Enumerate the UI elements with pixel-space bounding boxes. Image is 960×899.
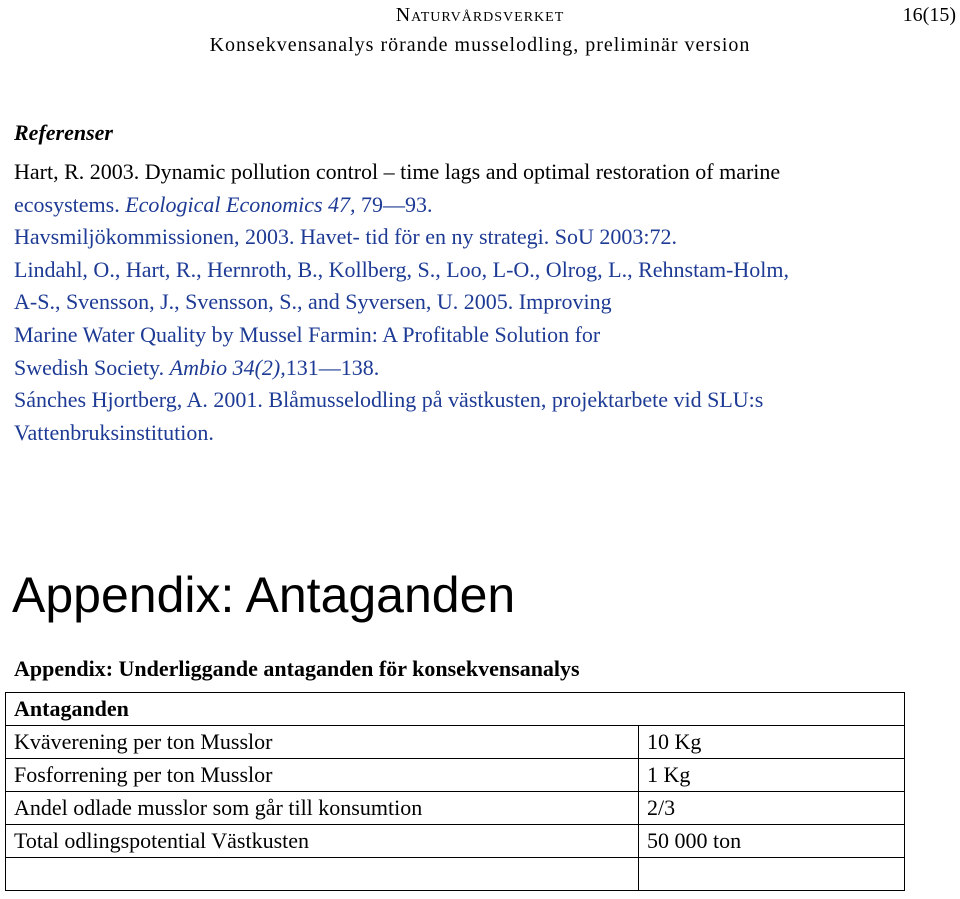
reference-line: Swedish Society. Ambio 34(2),131—138.	[14, 354, 380, 380]
assumption-label: Andel odlade musslor som går till konsumtion	[6, 792, 639, 825]
table-row	[6, 792, 905, 825]
references-heading: Referenser	[14, 120, 113, 145]
table-header-cell: Antaganden	[6, 693, 905, 726]
reference-hart	[14, 156, 944, 221]
table-header-row	[6, 693, 905, 726]
reference-line: A-S., Svensson, J., Svensson, S., and Syversen, U. 2005. Improving	[14, 289, 612, 315]
assumption-value: 1 Kg	[639, 759, 905, 792]
table-row	[6, 759, 905, 792]
table-row	[6, 825, 905, 858]
reference-line: Sánches Hjortberg, A. 2001. Blåmusselodling på västkusten, projektarbete vid SLU:s	[14, 387, 764, 413]
assumption-value	[639, 858, 905, 891]
assumptions-table	[5, 692, 905, 891]
references-list	[14, 156, 944, 449]
header-subtitle: Konsekvensanalys rörande musselodling, preliminär version	[209, 34, 751, 56]
reference-line: Hart, R. 2003. Dynamic pollution control – time lags and optimal restoration of marine	[14, 159, 781, 184]
appendix-subtitle: Appendix: Underliggande antaganden för konsekvensanalys	[14, 656, 580, 681]
table-row-empty	[6, 858, 905, 891]
page-number: 16(15)	[902, 4, 956, 26]
assumption-value: 50 000 ton	[639, 825, 905, 858]
reference-sanches	[14, 384, 944, 449]
reference-line: Havsmiljökommissionen, 2003. Havet- tid för en ny strategi. SoU 2003:72.	[14, 224, 677, 250]
reference-havsmiljo	[14, 221, 944, 254]
reference-line: Marine Water Quality by Mussel Farmin: A Profitable Solution for	[14, 321, 601, 347]
header-organization: Naturvårdsverket	[395, 4, 565, 26]
assumption-value: 2/3	[639, 792, 905, 825]
assumption-value: 10 Kg	[639, 726, 905, 759]
journal-title: Ambio 34(2),	[169, 354, 286, 380]
assumption-label	[6, 858, 639, 891]
appendix-title: Appendix: Antaganden	[12, 567, 516, 623]
table-row	[6, 726, 905, 759]
assumption-label: Total odlingspotential Västkusten	[6, 825, 639, 858]
reference-line: Lindahl, O., Hart, R., Hernroth, B., Kollberg, S., Loo, L-O., Olrog, L., Rehnstam-Holm,	[14, 256, 789, 282]
reference-lindahl	[14, 254, 944, 384]
assumption-label: Kväverening per ton Musslor	[6, 726, 639, 759]
reference-line: Vattenbruksinstitution.	[14, 419, 214, 445]
reference-line: ecosystems. Ecological Economics 47, 79—93.	[14, 191, 433, 217]
assumption-label: Fosforrening per ton Musslor	[6, 759, 639, 792]
journal-title: Ecological Economics 47,	[125, 191, 356, 217]
